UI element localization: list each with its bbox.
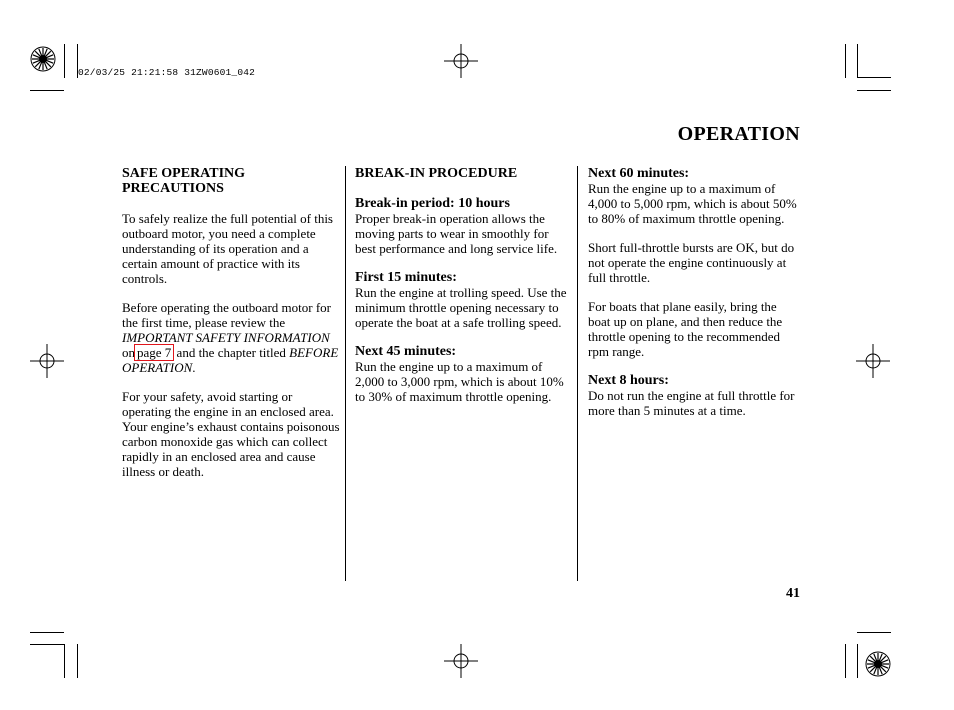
crop-mark xyxy=(857,644,858,678)
page-number: 41 xyxy=(786,586,800,601)
subheading: Next 60 minutes: xyxy=(588,166,690,181)
crop-mark xyxy=(845,644,846,678)
subheading: First 15 minutes: xyxy=(355,270,457,285)
subheading: Next 8 hours: xyxy=(588,373,669,388)
crop-mark xyxy=(77,644,78,678)
crosshair-mark-left xyxy=(30,344,64,378)
paragraph: Do not run the engine at full throttle for more than 5 minutes at a time. xyxy=(588,388,795,418)
crop-mark xyxy=(30,632,64,633)
paragraph-review-info: Before operating the outboard motor for the first time, please review the IMPORTANT SAFETY INFORMATION on page 7 and the chapter titled BEFORE OPERATION. xyxy=(122,300,339,375)
next-45-minutes-block xyxy=(355,344,569,404)
italic-reference: BEFORE OPERATION xyxy=(122,345,339,375)
column-divider xyxy=(345,166,346,581)
subheading: Next 45 minutes: xyxy=(355,344,457,359)
column-break-in-continued xyxy=(588,166,802,432)
crop-mark xyxy=(64,644,65,678)
break-in-period-block xyxy=(355,196,569,256)
crop-mark xyxy=(857,632,891,633)
crop-mark xyxy=(30,90,64,91)
crop-mark xyxy=(857,77,891,78)
crosshair-mark-top-center xyxy=(444,44,478,78)
heading-safe-operating: SAFE OPERATING PRECAUTIONS xyxy=(122,166,246,196)
column-divider xyxy=(577,166,578,581)
crop-mark xyxy=(857,90,891,91)
paragraph: Run the engine up to a maximum of 4,000 to 5,000 rpm, which is about 50% to 80% of maximum throttle opening. xyxy=(588,181,797,226)
paragraph: Run the engine up to a maximum of 2,000 to 3,000 rpm, which is about 10% to 30% of maximum throttle opening. xyxy=(355,359,564,404)
crop-mark xyxy=(857,44,858,78)
crosshair-mark-right xyxy=(856,344,890,378)
print-slug-line: 02/03/25 21:21:58 31ZW0601_042 xyxy=(78,67,256,78)
subheading: Break-in period: 10 hours xyxy=(355,196,510,211)
italic-reference: IMPORTANT SAFETY INFORMATION xyxy=(122,330,330,345)
next-8-hours-block xyxy=(588,373,802,418)
crosshair-mark-bottom-center xyxy=(444,644,478,678)
paragraph-safety-warning: For your safety, avoid starting or operating the engine in an enclosed area. Your engine’s exhaust contains poisonous carbon monoxide gas which can collect rapidly in an enclosed area and cause illness or death. xyxy=(122,389,340,479)
first-15-minutes-block xyxy=(355,270,569,330)
column-safe-operating xyxy=(122,166,340,493)
crop-mark xyxy=(64,44,65,78)
crop-mark xyxy=(30,644,64,645)
page-link[interactable]: page 7 xyxy=(134,344,174,361)
registration-starburst-bottom-right xyxy=(865,651,891,677)
section-title: OPERATION xyxy=(677,123,800,145)
paragraph: For boats that plane easily, bring the boat up on plane, and then reduce the throttle opening to the recommended rpm range. xyxy=(588,299,783,359)
paragraph: To safely realize the full potential of this outboard motor, you need a complete understanding of its operation and a certain amount of practice with its controls. xyxy=(122,211,333,286)
column-break-in xyxy=(355,166,569,418)
crop-mark xyxy=(845,44,846,78)
paragraph: Run the engine at trolling speed. Use the minimum throttle opening necessary to operate the boat at a safe trolling speed. xyxy=(355,285,567,330)
registration-starburst-top-left xyxy=(30,46,56,72)
paragraph: Short full-throttle bursts are OK, but do not operate the engine continuously at full throttle. xyxy=(588,240,795,285)
heading-break-in: BREAK-IN PROCEDURE xyxy=(355,166,518,181)
next-60-minutes-block xyxy=(588,166,802,226)
paragraph: Proper break-in operation allows the moving parts to wear in smoothly for best performance and long service life. xyxy=(355,211,558,256)
